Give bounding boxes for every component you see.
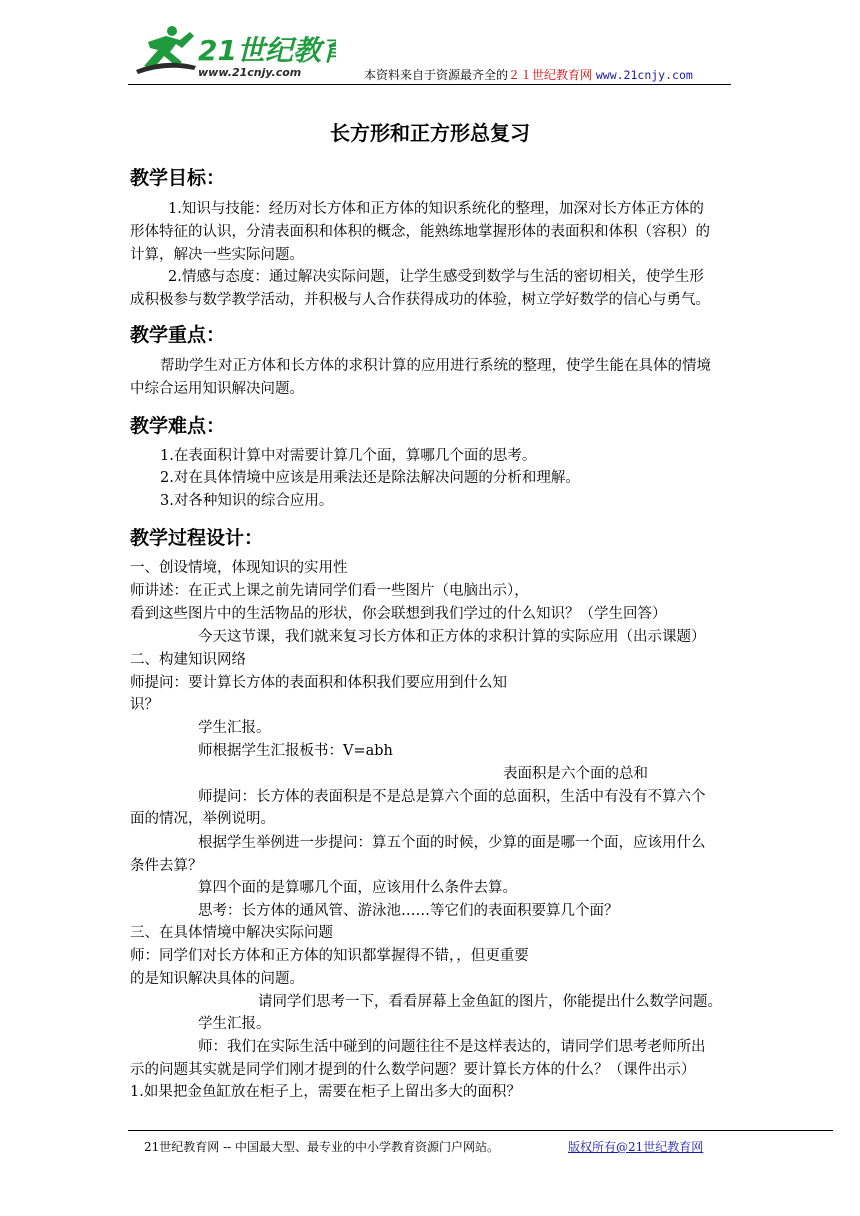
process-line: 学生汇报。 — [198, 720, 271, 736]
process-line: 面的情况，举例说明。 — [130, 811, 275, 827]
process-line: 师讲述：在正式上课之前先请同学们看一些图片（电脑出示）， — [130, 583, 529, 599]
process-line: 师：我们在实际生活中碰到的问题往往不是这样表达的，请同学们思考老师所出 — [198, 1039, 706, 1055]
key-points-line: 帮助学生对正方体和长方体的求积计算的应用进行系统的整理，使学生能在具体的情境 — [160, 358, 711, 374]
process-line: 师：同学们对长方体和正方体的知识都掌握得不错，，但更重要 — [130, 948, 529, 964]
footer-rule — [128, 1130, 833, 1131]
logo-text: 21世纪教育 — [198, 34, 336, 67]
process-line: 师根据学生汇报板书：V=abh — [198, 743, 393, 759]
process-line: 二、构建知识网络 — [130, 652, 246, 668]
header-note-site: ２１世纪教育网 — [508, 68, 593, 82]
goals-line: 成积极参与数学教学活动，并积极与人合作获得成功的体验，树立学好数学的信心与勇气。 — [130, 292, 710, 308]
process-line: 表面积是六个面的总和 — [503, 766, 648, 782]
process-line: 今天这节课，我们就来复习长方体和正方体的求积计算的实际应用（出示课题） — [198, 629, 706, 645]
difficulties-line: 3.对各种知识的综合应用。 — [160, 493, 334, 509]
document-title: 长方形和正方形总复习 — [330, 121, 530, 145]
process-line: 看到这些图片中的生活物品的形状，你会联想到我们学过的什么知识？（学生回答） — [130, 606, 667, 622]
goals-line: 2.情感与态度：通过解决实际问题，让学生感受到数学与生活的密切相关，使学生形 — [168, 269, 704, 285]
process-line: 请同学们思考一下，看看屏幕上金鱼缸的图片，你能提出什么数学问题。 — [258, 994, 722, 1010]
header-note-url[interactable]: www.21cnjy.com — [595, 68, 693, 82]
header-rule — [128, 84, 731, 85]
difficulties-line: 1.在表面积计算中对需要计算几个面，算哪几个面的思考。 — [160, 448, 537, 464]
goals-line: 计算，解决一些实际问题。 — [130, 247, 304, 263]
process-line: 师提问：长方体的表面积是不是总是算六个面的总面积，生活中有没有不算六个 — [198, 789, 706, 805]
goals-line: 1.知识与技能：经历对长方体和正方体的知识系统化的整理，加深对长方体正方体的 — [168, 201, 704, 217]
process-line: 算四个面的是算哪几个面，应该用什么条件去算。 — [198, 880, 517, 896]
footer-copyright-link[interactable]: 版权所有@21世纪教育网 — [568, 1140, 704, 1154]
header-source-note — [364, 66, 693, 83]
section-heading-goals: 教学目标： — [130, 167, 226, 189]
site-logo — [136, 22, 336, 84]
section-heading-key-points: 教学重点： — [130, 324, 226, 346]
process-line: 根据学生举例进一步提问：算五个面的时候，少算的面是哪一个面，应该用什么 — [198, 835, 706, 851]
process-line: 三、在具体情境中解决实际问题 — [130, 925, 333, 941]
process-line: 示的问题其实就是同学们刚才提到的什么数学问题？要计算长方体的什么？（课件出示） — [130, 1062, 696, 1078]
difficulties-line: 2.对在具体情境中应该是用乘法还是除法解决问题的分析和理解。 — [160, 470, 580, 486]
key-points-line: 中综合运用知识解决问题。 — [130, 381, 304, 397]
process-line: 1.如果把金鱼缸放在柜子上，需要在柜子上留出多大的面积？ — [130, 1084, 521, 1100]
process-line: 学生汇报。 — [198, 1016, 271, 1032]
process-line: 条件去算？ — [130, 858, 203, 874]
footer-site-description: 21世纪教育网 -- 中国最大型、最专业的中小学教育资源门户网站。 — [144, 1140, 500, 1154]
logo-url-text: www.21cnjy.com — [198, 66, 302, 79]
process-line: 师提问：要计算长方体的表面积和体积我们要应用到什么知 — [130, 675, 507, 691]
section-heading-process: 教学过程设计： — [130, 527, 264, 549]
process-line: 的是知识解决具体的问题。 — [130, 971, 304, 987]
process-line: 思考：长方体的通风管、游泳池……等它们的表面积要算几个面？ — [198, 903, 619, 919]
section-heading-difficulties: 教学难点： — [130, 415, 226, 437]
header-note-prefix: 本资料来自于资源最齐全的 — [364, 68, 509, 82]
process-line: 一、创设情境，体现知识的实用性 — [130, 560, 348, 576]
logo-graphic — [136, 22, 336, 84]
process-line: 识？ — [130, 697, 159, 713]
goals-line: 形体特征的认识，分清表面积和体积的概念，能熟练地掌握形体的表面积和体积（容积）的 — [130, 224, 710, 240]
